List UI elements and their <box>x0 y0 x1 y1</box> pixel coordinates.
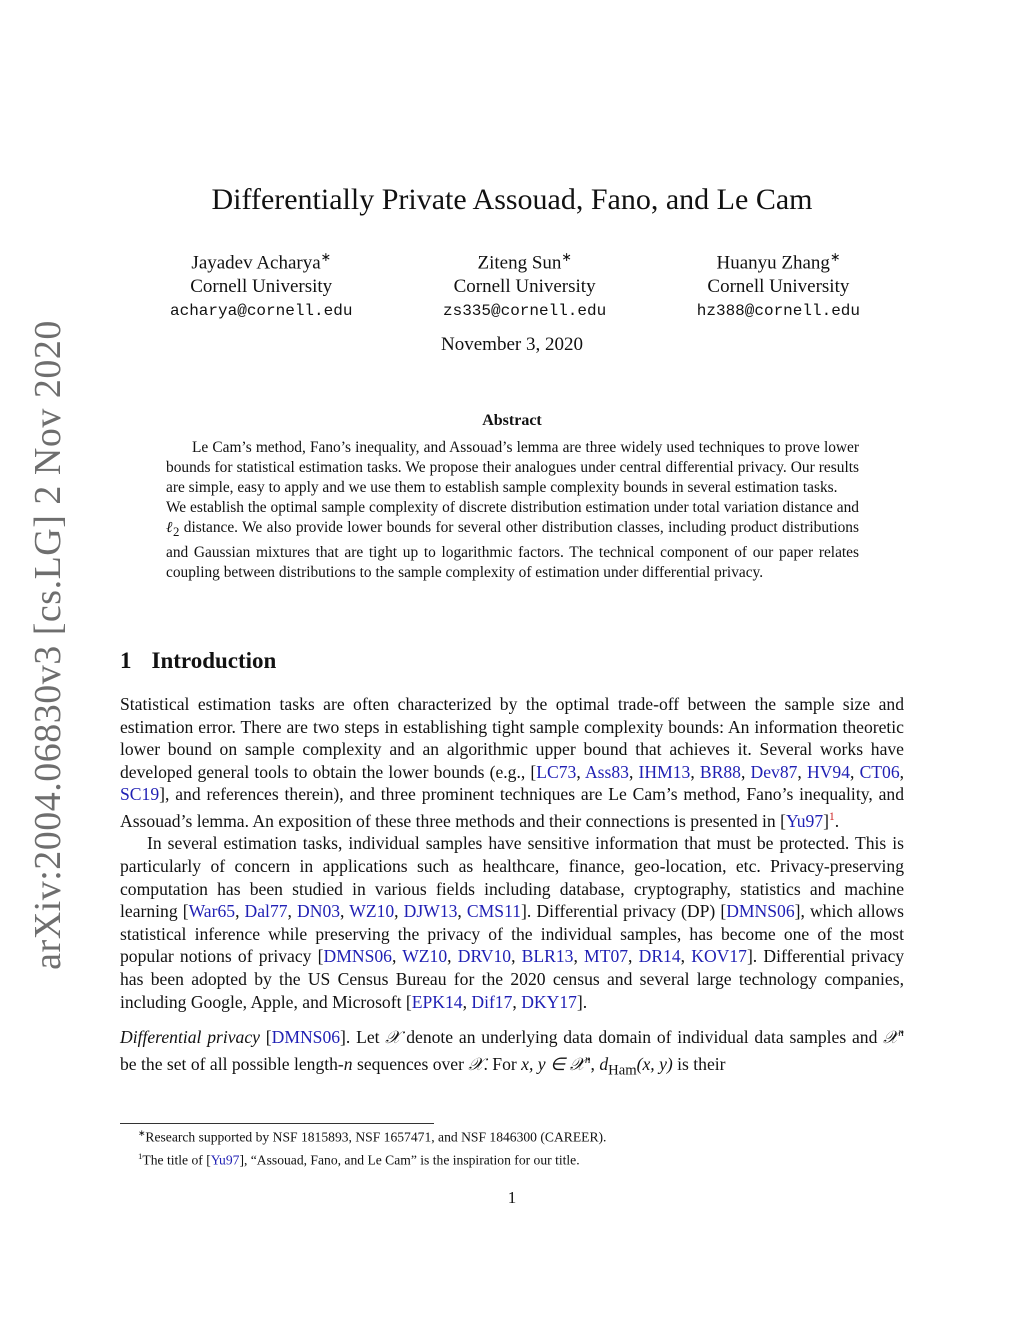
citation-link[interactable]: BLR13 <box>521 946 574 967</box>
citation-link[interactable]: DKY17 <box>521 991 577 1012</box>
citation-link[interactable]: Yu97 <box>785 810 824 831</box>
citation-link[interactable]: Dif17 <box>471 991 513 1012</box>
author-block <box>170 245 352 323</box>
arxiv-identifier-stamp <box>18 320 78 970</box>
paper-title: Differentially Private Assouad, Fano, and Le Cam <box>211 183 813 216</box>
author-affiliation: Cornell University <box>707 276 850 298</box>
abstract-heading: Abstract <box>482 412 542 429</box>
citation-link[interactable]: DMNS06 <box>726 901 795 922</box>
author-name: Jayadev Acharya∗ <box>191 250 332 274</box>
citation-link[interactable]: EPK14 <box>411 991 463 1012</box>
paragraph: In several estimation tasks, individual samples have sensitive information that must be protected. This is particularly of concern in applications such as healthcare, finance, geo-location, etc. Privacy-preserving computation has been studied in various fields including database, cryptography, statistics and machine learning [War65, Dal77, DN03, WZ10, DJW13, CMS11]. Differential privacy (DP) [DMNS06], which allows statistical inference while preserving the privacy of the individual samples, has become one of the most popular notions of privacy [DMNS06, WZ10, DRV10, BLR13, MT07, DR14, KOV17]. Differential privacy has been adopted by the US Census Bureau for the 2020 census and several large technology companies, including Google, Apple, and Microsoft [EPK14, Dif17, DKY17]. <box>120 833 905 1012</box>
citation-link[interactable]: Dal77 <box>244 901 288 922</box>
section-number: 1 <box>120 648 132 673</box>
citation-link[interactable]: MT07 <box>584 946 629 967</box>
author-email: zs335@cornell.edu <box>442 302 607 321</box>
citation-link[interactable]: War65 <box>188 901 236 922</box>
paragraph: Differential privacy [DMNS06]. Let 𝒳 denote an underlying data domain of individual data samples and 𝒳$^n$ be the set of all possible length-n sequences over 𝒳. For x, y ∈ 𝒳$^n$, $d_{Ham}(x$, y) is their <box>120 1027 904 1078</box>
citation-link[interactable]: LC73 <box>536 761 577 782</box>
author-footnote-mark: ∗ <box>829 250 841 264</box>
abstract-paragraph: Le Cam’s method, Fano’s inequality, and Assouad’s lemma are three widely used techniques to prove lower bounds for statistical estimation tasks. We propose their analogues under central differential privacy. Our results are simple, easy to apply and we use them to establish sample complexity bounds in several estimation tasks. <box>166 439 859 496</box>
citation-link[interactable]: DRV10 <box>457 946 512 967</box>
abstract-paragraph: We establish the optimal sample complexity of discrete distribution estimation under total variation distance and ℓ$_2$ distance. We also provide lower bounds for several other distribution classes, including product distributions and Gaussian mixtures that are tight up to logarithmic factors. The technical component of our paper relates coupling between distributions to the sample complexity of estimation under differential privacy. <box>166 498 859 581</box>
citation-link[interactable]: BR88 <box>699 761 741 782</box>
citation-link[interactable]: DMNS06 <box>323 946 392 967</box>
paragraph: Statistical estimation tasks are often characterized by the optimal trade-off between the sample size and estimation error. There are two steps in establishing tight sample complexity bounds: An information theoretic lower bound on sample complexity and an algorithmic upper bound that achieves it. Several works have developed general tools to obtain the lower bounds (e.g., [LC73, Ass83, IHM13, BR88, Dev87, HV94, CT06, SC19], and references therein), and three prominent techniques are Le Cam’s method, Fano’s inequality, and Assouad’s lemma. An exposition of these three methods and their connections is presented in $[Yu97]^1$. <box>120 694 905 831</box>
footnote-link[interactable]: 1 <box>829 810 835 823</box>
author-email: hz388@cornell.edu <box>696 302 860 321</box>
section-heading <box>120 648 276 674</box>
citation-link[interactable]: Ass83 <box>584 761 629 782</box>
citation-link[interactable]: DJW13 <box>403 901 458 922</box>
author-list <box>170 245 860 323</box>
citation-link[interactable]: Yu97 <box>210 1152 240 1168</box>
section-title: Introduction <box>151 648 277 673</box>
citation-link[interactable]: DMNS06 <box>271 1027 341 1048</box>
author-footnote-mark: ∗ <box>561 250 572 264</box>
author-name: Huanyu Zhang∗ <box>716 250 841 274</box>
footnotes <box>120 1124 904 1170</box>
citation-link[interactable]: SC19 <box>120 784 160 805</box>
citation-link[interactable]: WZ10 <box>402 946 448 967</box>
author-name: Ziteng Sun∗ <box>477 250 572 274</box>
citation-link[interactable]: Dev87 <box>750 761 798 782</box>
publication-date: November 3, 2020 <box>441 334 583 355</box>
footnote: ∗Research supported by NSF 1815893, NSF 1657471, and NSF 1846300 (CAREER). <box>138 1128 607 1145</box>
author-block <box>697 245 860 323</box>
author-affiliation: Cornell University <box>453 276 596 298</box>
author-block <box>443 245 606 323</box>
citation-link[interactable]: CMS11 <box>466 901 522 922</box>
author-footnote-mark: ∗ <box>320 250 332 264</box>
citation-link[interactable]: WZ10 <box>349 901 395 922</box>
citation-link[interactable]: HV94 <box>806 761 850 782</box>
citation-link[interactable]: DR14 <box>638 946 681 967</box>
citation-link[interactable]: DN03 <box>297 901 341 922</box>
footnote: $^1$The title of [Yu97], “Assouad, Fano, and Le Cam” is the inspiration for our title. <box>138 1151 580 1168</box>
author-email: acharya@cornell.edu <box>170 302 353 321</box>
citation-link[interactable]: IHM13 <box>638 761 691 782</box>
page-number: 1 <box>507 1188 517 1207</box>
citation-link[interactable]: CT06 <box>859 761 900 782</box>
author-affiliation: Cornell University <box>190 276 333 298</box>
abstract-body <box>166 438 859 582</box>
citation-link[interactable]: KOV17 <box>691 946 747 967</box>
paragraph-run-in-heading: Differential privacy <box>120 1027 260 1048</box>
body-text <box>120 693 904 1082</box>
arxiv-id-text: arXiv:2004.06830v3 [cs.LG] 2 Nov 2020 <box>27 320 69 970</box>
